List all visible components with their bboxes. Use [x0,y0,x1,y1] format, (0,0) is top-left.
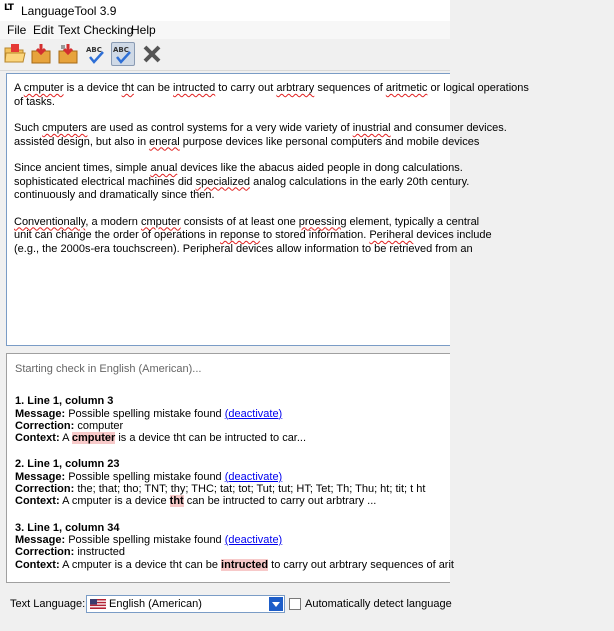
deactivate-link[interactable]: (deactivate) [224,533,283,546]
correction-label: Correction: [15,546,75,559]
misspelled-word[interactable]: arbtrary [276,82,315,94]
text-run: devices include [413,229,492,241]
text-run: to stored information. [259,229,370,241]
result-context-line [15,495,450,507]
result-correction-line [15,420,450,432]
editor-paragraph [14,82,614,109]
language-select-value: English (American) [109,598,202,610]
text-run: A [14,82,24,94]
spellcheck-icon [84,42,108,66]
text-run: , a modern [85,215,141,228]
text-run: Since ancient times, simple [14,162,151,174]
misspelled-word[interactable]: inustrial [352,122,391,134]
context-label: Context: [15,495,60,508]
footer-bar [0,583,450,631]
message-label: Message: [15,470,66,483]
text-language-label: Text Language: [10,598,86,610]
context-highlight: cmputer [71,432,116,445]
text-run: (e.g., the 2000s-era touchscreen). Peripheral devices allow information to be retrieved from an [14,242,473,255]
misspelled-word[interactable]: cmputers [42,122,88,134]
misspelled-word[interactable]: reponse [220,229,260,241]
misspelled-word[interactable]: intructed [173,82,216,94]
message-label: Message: [15,407,66,420]
editor-content[interactable] [7,74,614,256]
misspelled-word[interactable]: anual [150,162,178,174]
correction-label: Correction: [15,419,75,432]
check-text-button[interactable] [84,42,108,66]
open-folder-icon [3,42,27,66]
save-as-icon [56,42,80,66]
misspelled-word[interactable]: cmputer [23,82,64,94]
text-run: purpose devices like personal computers and mobile devices [179,135,480,148]
deactivate-link[interactable]: (deactivate) [224,470,283,483]
correction-text[interactable]: computer [77,419,124,432]
auto-detect-label: Automatically detect language [305,598,452,610]
text-editor[interactable] [6,73,529,346]
misspelled-word[interactable]: eneral [149,135,180,148]
message-label: Message: [15,533,66,546]
editor-paragraph [14,162,614,203]
text-run: or logical operations [427,82,529,94]
text-run: devices like the abacus aided people in dong calculations. [177,162,463,174]
save-icon [29,42,53,66]
menu-edit[interactable]: Edit [33,23,54,37]
misspelled-word[interactable]: tht [121,82,134,94]
menu-help[interactable]: Help [131,23,156,37]
auto-detect-checkbox[interactable] [289,598,301,610]
text-run: assisted design, but also in [14,135,150,148]
context-pre: A [62,432,72,445]
result-correction-line [15,483,450,495]
result-message-line [15,471,450,483]
results-list [15,395,454,571]
us-flag-icon [90,599,106,609]
check-status: Starting check in English (American)... [15,363,202,375]
close-icon [140,42,164,66]
abc-label-2: ABC [113,46,129,54]
message-text: Possible spelling mistake found [68,533,222,546]
result-context-line [15,558,454,571]
abc-label-1: ABC [86,46,102,54]
result-item [15,395,450,444]
context-post: can be intructed to carry out arbtrary ... [183,495,377,508]
text-run: of tasks. [14,95,55,108]
misspelled-word[interactable]: Conventionally [14,215,86,228]
misspelled-word[interactable]: aritmetic [385,82,428,94]
context-post: is a device tht can be intructed to car... [115,432,307,445]
result-header: 1. Line 1, column 3 [15,395,114,408]
result-message-line [15,534,450,546]
result-item [15,521,454,571]
editor-paragraph [14,216,614,257]
correction-label: Correction: [15,483,75,496]
context-highlight: intructed [221,558,269,571]
open-folder-button[interactable] [3,42,27,66]
text-run: and consumer devices. [390,122,507,134]
chevron-down-icon[interactable] [269,597,283,611]
result-item [15,458,450,507]
context-label: Context: [15,558,60,571]
text-run: element, typically a central [346,215,480,228]
context-highlight: tht [169,495,184,508]
save-as-button[interactable] [56,42,80,66]
text-run: can be [133,82,174,94]
editor-paragraph [14,122,614,149]
text-run: are used as control systems for a very wide variety of [87,122,353,134]
message-text: Possible spelling mistake found [68,470,222,483]
result-message-line [15,408,450,420]
context-pre: A cmputer is a device [62,495,170,508]
result-context-line [15,432,450,444]
save-button[interactable] [29,42,53,66]
menu-file[interactable]: File [7,23,27,37]
result-header: 2. Line 1, column 23 [15,458,120,471]
spellcheck-auto-icon [112,43,134,65]
result-header: 3. Line 1, column 34 [15,521,120,534]
misspelled-word[interactable]: Periheral [369,229,414,241]
deactivate-link[interactable]: (deactivate) [224,407,283,420]
misspelled-word[interactable]: specialized [195,175,251,188]
window-title: LanguageTool 3.9 [21,4,117,18]
title-bar [0,0,450,21]
toolbar [0,39,450,71]
text-run: analog calculations in the early 20th century. [250,175,470,188]
text-run: is a device [63,82,122,94]
text-run: continuously and dramatically since then. [14,189,215,201]
app-logo: LT [4,3,14,13]
result-correction-line [15,546,450,558]
misspelled-word[interactable]: cmputer [140,215,181,228]
text-run: unit can change the order of operations in [14,229,221,241]
misspelled-word[interactable]: proessing [298,215,347,228]
menu-text-checking[interactable]: Text Checking [58,23,134,37]
text-run: consists of at least one [180,215,299,228]
correction-text[interactable]: instructed [77,546,126,559]
menu-bar [0,21,450,39]
context-label: Context: [15,432,60,445]
correction-text[interactable]: the; that; tho; TNT; thy; THC; tat; tot; Tut; tut; HT; Tet; Th; Thu; ht; tit; t ht [77,483,426,496]
text-run: sequences of [314,82,386,94]
text-run: to carry out [215,82,277,94]
context-post: to carry out arbtrary sequences of arit [268,558,454,571]
text-run: Such [14,122,43,134]
text-run: sophisticated electrical machines did [14,175,196,188]
close-button[interactable] [140,42,164,66]
split-pane-divider[interactable] [0,346,450,353]
context-pre: A cmputer is a device tht can be [62,558,222,571]
auto-check-toggle[interactable] [111,42,135,66]
language-select[interactable] [86,595,285,613]
message-text: Possible spelling mistake found [68,407,222,420]
results-panel [6,353,454,583]
